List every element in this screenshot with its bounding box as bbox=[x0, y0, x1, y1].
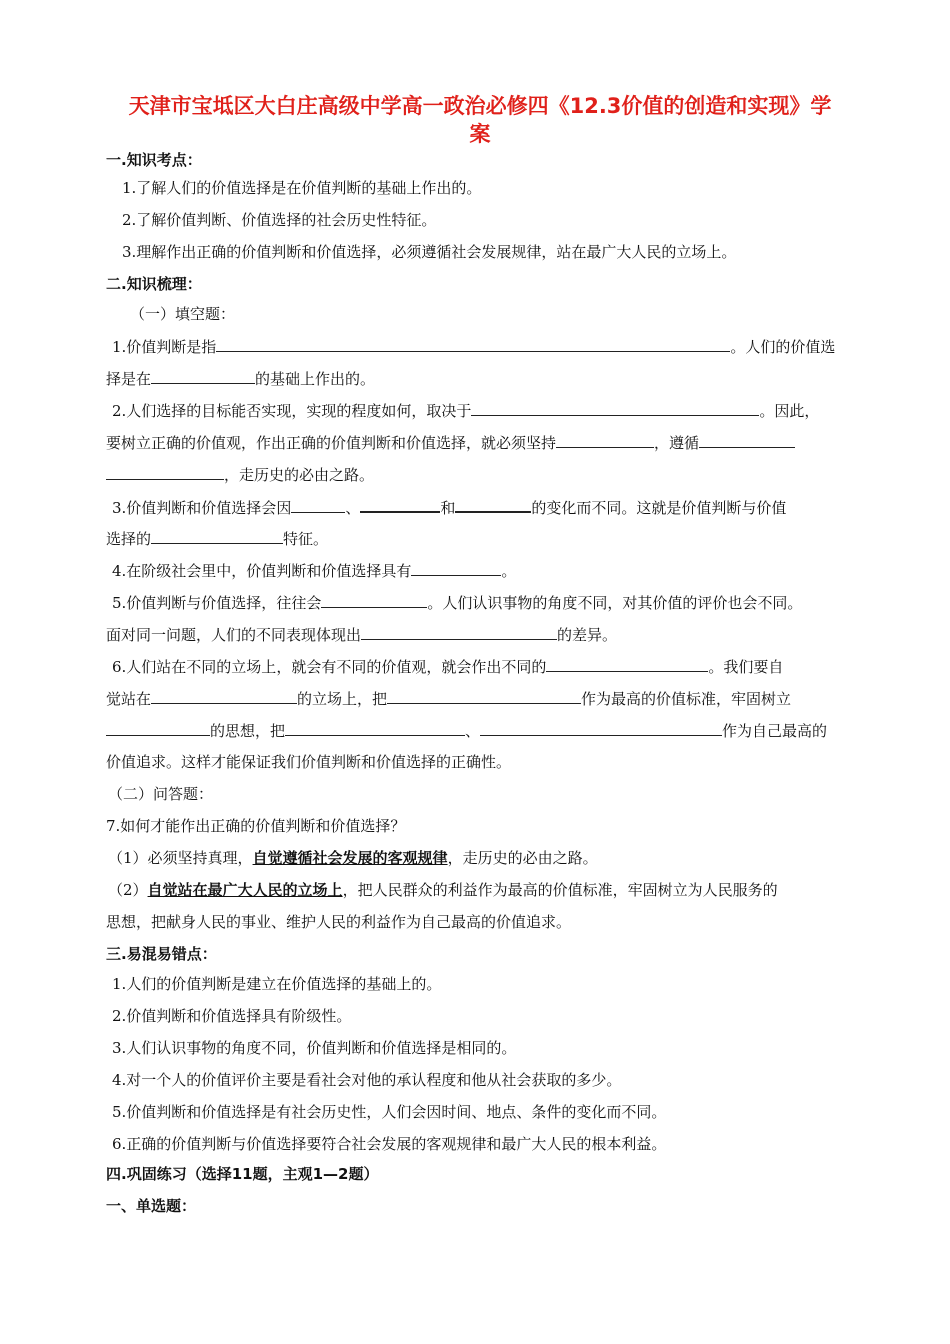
question-3-line1 bbox=[112, 496, 872, 518]
knowledge-point-2: 2.了解价值判断、价值选择的社会历史性特征。 bbox=[122, 211, 437, 229]
subheading-single-choice: 一、单选题： bbox=[106, 1197, 197, 1215]
blank-field[interactable] bbox=[291, 497, 345, 513]
blank-field[interactable] bbox=[455, 496, 531, 513]
knowledge-point-3: 3.理解作出正确的价值判断和价值选择，必须遵循社会发展规律，站在最广大人民的立场上。 bbox=[122, 243, 737, 261]
section-heading-practice: 四.巩固练习（选择11题，主观1—2题） bbox=[106, 1165, 379, 1183]
question-4 bbox=[112, 560, 872, 581]
mistake-item-3: 3.人们认识事物的角度不同，价值判断和价值选择是相同的。 bbox=[112, 1039, 517, 1057]
q6-text-a: 6.人们站在不同的立场上，就会有不同的价值观，就会作出不同的 bbox=[112, 658, 547, 676]
q4-text-b: 。 bbox=[501, 562, 517, 580]
q6-text-f: 的思想，把 bbox=[210, 722, 286, 740]
blank-field[interactable] bbox=[216, 336, 730, 352]
question-5-line1 bbox=[112, 592, 872, 613]
q2-text-d: ，遵循 bbox=[654, 434, 700, 452]
a7-1-emphasis: 自觉遵循社会发展的客观规律 bbox=[252, 849, 448, 867]
q3-text-e: 选择的 bbox=[106, 530, 152, 548]
q5-text-d: 的差异。 bbox=[557, 626, 618, 644]
document-title-line1: 天津市宝坻区大白庄高级中学高一政治必修四《12.3价值的创造和实现》学 bbox=[128, 94, 832, 118]
question-1-line2 bbox=[106, 368, 866, 389]
q6-text-g: 、 bbox=[465, 722, 481, 740]
blank-field[interactable] bbox=[151, 688, 297, 704]
blank-field[interactable] bbox=[106, 720, 210, 736]
mistake-item-4: 4.对一个人的价值评价主要是看社会对他的承认程度和他从社会获取的多少。 bbox=[112, 1071, 622, 1089]
blank-field[interactable] bbox=[699, 432, 795, 448]
blank-field[interactable] bbox=[387, 688, 581, 704]
q5-text-a: 5.价值判断与价值选择，往往会 bbox=[112, 594, 322, 612]
mistake-item-5: 5.价值判断和价值选择是有社会历史性，人们会因时间、地点、条件的变化而不同。 bbox=[112, 1103, 667, 1121]
q5-text-c: 面对同一问题，人们的不同表现体现出 bbox=[106, 626, 362, 644]
question-7: 7.如何才能作出正确的价值判断和价值选择？ bbox=[106, 817, 406, 835]
q5-text-b: 。人们认识事物的角度不同，对其价值的评价也会不同。 bbox=[427, 594, 803, 612]
question-6-line4: 价值追求。这样才能保证我们价值判断和价值选择的正确性。 bbox=[106, 753, 512, 771]
q2-text-c: 要树立正确的价值观，作出正确的价值判断和价值选择，就必须坚持 bbox=[106, 434, 557, 452]
q6-text-b: 。我们要自 bbox=[708, 658, 784, 676]
answer-7-1 bbox=[108, 848, 868, 868]
question-6-line3 bbox=[106, 720, 866, 741]
q2-text-a: 2.人们选择的目标能否实现，实现的程度如何，取决于 bbox=[112, 402, 472, 420]
blank-field[interactable] bbox=[480, 720, 722, 736]
blank-field[interactable] bbox=[151, 368, 255, 384]
q3-text-f: 特征。 bbox=[283, 530, 329, 548]
a7-2-emphasis: 自觉站在最广大人民的立场上 bbox=[147, 881, 343, 899]
question-1-line1 bbox=[112, 336, 872, 357]
q6-text-d: 的立场上，把 bbox=[297, 690, 388, 708]
a7-2-post: ，把人民群众的利益作为最高的价值标准，牢固树立为人民服务的 bbox=[342, 881, 778, 899]
subheading-fill-in: （一）填空题： bbox=[130, 305, 236, 323]
q1-text-b: 。人们的价值选 bbox=[730, 338, 836, 356]
q3-text-c: 和 bbox=[440, 499, 456, 517]
blank-field[interactable] bbox=[471, 400, 759, 416]
answer-7-2-line2: 思想，把献身人民的事业、维护人民的利益作为自己最高的价值追求。 bbox=[106, 913, 572, 931]
blank-field[interactable] bbox=[321, 592, 427, 608]
q1-text-d: 的基础上作出的。 bbox=[255, 370, 376, 388]
mistake-item-1: 1.人们的价值判断是建立在价值选择的基础上的。 bbox=[112, 975, 442, 993]
q4-text-a: 4.在阶级社会里中，价值判断和价值选择具有 bbox=[112, 562, 412, 580]
question-3-line2 bbox=[106, 528, 866, 549]
question-2-line1 bbox=[112, 400, 872, 421]
blank-field[interactable] bbox=[411, 560, 501, 576]
blank-field[interactable] bbox=[361, 624, 557, 640]
q6-text-e: 作为最高的价值标准，牢固树立 bbox=[581, 690, 792, 708]
q6-text-h: 作为自己最高的 bbox=[722, 722, 828, 740]
blank-field[interactable] bbox=[546, 656, 708, 672]
question-5-line2 bbox=[106, 624, 866, 645]
section-heading-knowledge-points: 一.知识考点： bbox=[106, 151, 202, 169]
section-heading-common-mistakes: 三.易混易错点： bbox=[106, 945, 217, 963]
q3-text-b: 、 bbox=[345, 499, 361, 517]
answer-7-2-line1 bbox=[108, 880, 868, 900]
blank-field[interactable] bbox=[285, 720, 465, 736]
a7-2-pre: （2） bbox=[108, 881, 148, 899]
knowledge-point-1: 1.了解人们的价值选择是在价值判断的基础上作出的。 bbox=[122, 179, 482, 197]
section-heading-knowledge-review: 二.知识梳理： bbox=[106, 275, 202, 293]
question-6-line2 bbox=[106, 688, 866, 709]
subheading-short-answer: （二）问答题： bbox=[108, 785, 214, 803]
a7-1-pre: （1）必须坚持真理， bbox=[108, 849, 253, 867]
q2-text-e: ，走历史的必由之路。 bbox=[224, 466, 375, 484]
blank-field[interactable] bbox=[151, 528, 283, 544]
blank-field[interactable] bbox=[106, 464, 224, 480]
mistake-item-6: 6.正确的价值判断与价值选择要符合社会发展的客观规律和最广大人民的根本利益。 bbox=[112, 1135, 667, 1153]
question-2-line2 bbox=[106, 432, 866, 453]
q2-text-b: 。因此， bbox=[759, 402, 820, 420]
question-6-line1 bbox=[112, 656, 872, 677]
q1-text-c: 择是在 bbox=[106, 370, 152, 388]
mistake-item-2: 2.价值判断和价值选择具有阶级性。 bbox=[112, 1007, 352, 1025]
a7-1-post: ，走历史的必由之路。 bbox=[447, 849, 598, 867]
document-title-line2: 案 bbox=[469, 122, 491, 146]
blank-field[interactable] bbox=[360, 496, 440, 513]
question-2-line3 bbox=[106, 464, 866, 485]
q1-text-a: 1.价值判断是指 bbox=[112, 338, 217, 356]
q3-text-a: 3.价值判断和价值选择会因 bbox=[112, 499, 292, 517]
q3-text-d: 的变化而不同。这就是价值判断与价值 bbox=[531, 499, 787, 517]
blank-field[interactable] bbox=[556, 432, 654, 448]
q6-text-c: 觉站在 bbox=[106, 690, 152, 708]
